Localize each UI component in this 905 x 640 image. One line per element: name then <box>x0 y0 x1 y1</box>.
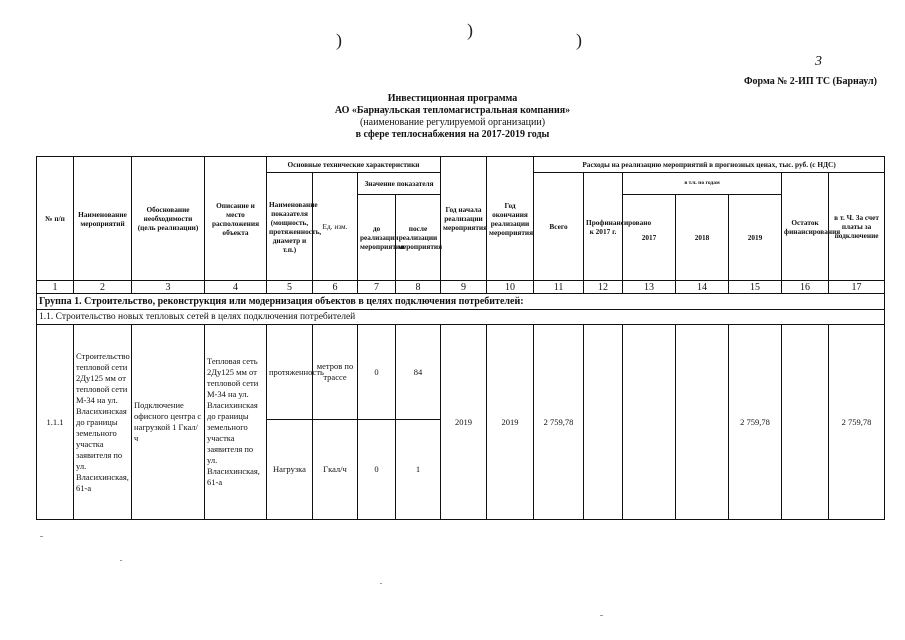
column-number: 4 <box>205 281 267 294</box>
col-header-2019: 2019 <box>729 195 782 281</box>
column-number: 7 <box>358 281 396 294</box>
col-header-by-years: в т.ч. по годам <box>623 173 782 195</box>
document-heading <box>0 93 905 141</box>
table-row <box>37 325 885 420</box>
col-header-unit: Ед. изм. <box>313 173 358 281</box>
col-header-2017: 2017 <box>623 195 676 281</box>
col-header-after: после реализации мероприятия <box>396 195 441 281</box>
row-year-start: 2019 <box>441 325 487 520</box>
col-header-total: Всего <box>534 173 584 281</box>
param-unit: метров по трассе <box>313 325 358 420</box>
subgroup-title: 1.1. Строительство новых тепловых сетей в целях подключения потребителей <box>37 310 885 325</box>
row-remaining <box>782 325 829 520</box>
scan-mark: ) <box>467 20 473 40</box>
form-number: Форма № 2-ИП ТС (Барнаул) <box>743 76 877 87</box>
heading-line-2: АО «Барнаульская тепломагистральная компания» <box>334 105 571 116</box>
row-num: 1.1.1 <box>37 325 74 520</box>
column-number: 12 <box>584 281 623 294</box>
param-name: протяженность <box>267 325 313 420</box>
row-year-end: 2019 <box>487 325 534 520</box>
heading-line-3: (наименование регулируемой организации) <box>359 117 546 128</box>
group-title: Группа 1. Строительство, реконструкция или модернизация объектов в целях подключения потребителей: <box>37 294 885 310</box>
column-number: 1 <box>37 281 74 294</box>
heading-line-4: в сфере теплоснабжения на 2017-2019 годы <box>355 129 550 140</box>
row-name: Строительство тепловой сети 2Ду125 мм от тепловой сети М-34 на ул. Власихинская до границы земельного участка заявителя по ул. Власихинская, 61-а <box>74 325 132 520</box>
column-number: 9 <box>441 281 487 294</box>
column-number: 8 <box>396 281 441 294</box>
col-header-before: до реализации мероприятия <box>358 195 396 281</box>
column-number: 14 <box>676 281 729 294</box>
column-number: 3 <box>132 281 205 294</box>
param-before: 0 <box>358 325 396 420</box>
scan-noise <box>600 615 603 616</box>
column-number: 17 <box>829 281 885 294</box>
row-2017 <box>623 325 676 520</box>
column-numbers-row <box>37 281 885 294</box>
scan-noise <box>380 583 382 584</box>
column-number: 15 <box>729 281 782 294</box>
column-number: 2 <box>74 281 132 294</box>
col-header-2018: 2018 <box>676 195 729 281</box>
param-unit: Гкал/ч <box>313 420 358 520</box>
row-connection-fee: 2 759,78 <box>829 325 885 520</box>
param-before: 0 <box>358 420 396 520</box>
param-name: Нагрузка <box>267 420 313 520</box>
param-after: 1 <box>396 420 441 520</box>
col-header-year-end: Год окончания реализации мероприятия <box>487 157 534 281</box>
column-number: 13 <box>623 281 676 294</box>
heading-line-1: Инвестиционная программа <box>387 93 518 104</box>
column-number: 6 <box>313 281 358 294</box>
scan-mark: ) <box>336 30 342 50</box>
col-header-connection-fee: в т. Ч. За счет платы за подключение <box>829 173 885 281</box>
column-number: 16 <box>782 281 829 294</box>
row-total: 2 759,78 <box>534 325 584 520</box>
page-number: 3 <box>815 54 822 69</box>
column-number: 10 <box>487 281 534 294</box>
col-header-description: Описание и место расположения объекта <box>205 157 267 281</box>
col-header-num: № п/п <box>37 157 74 281</box>
row-2019: 2 759,78 <box>729 325 782 520</box>
scan-noise <box>120 560 122 561</box>
row-financed-before <box>584 325 623 520</box>
scan-noise <box>40 536 43 537</box>
row-justification: Подключение офисного центра с нагрузкой 1 Гкал/ч <box>132 325 205 520</box>
col-header-remaining: Остаток финансирования <box>782 173 829 281</box>
col-header-year-start: Год начала реализации мероприятия <box>441 157 487 281</box>
row-2018 <box>676 325 729 520</box>
col-header-value-group: Значение показателя <box>358 173 441 195</box>
col-header-tech-group: Основные технические характеристики <box>267 157 441 173</box>
column-number: 11 <box>534 281 584 294</box>
scan-mark: ) <box>576 30 582 50</box>
col-header-expenses-group: Расходы на реализацию мероприятий в прогнозных ценах, тыс. руб. (с НДС) <box>534 157 885 173</box>
param-after: 84 <box>396 325 441 420</box>
row-description: Тепловая сеть 2Ду125 мм от тепловой сети М-34 на ул. Власихинская до границы земельного участка заявителя по ул. Власихинская, 61-а <box>205 325 267 520</box>
col-header-financed-before: Профинансировано к 2017 г. <box>584 173 623 281</box>
col-header-justification: Обоснование необходимости (цель реализации) <box>132 157 205 281</box>
col-header-tech-name: Наименование показателя (мощность, протяженность, диаметр и т.п.) <box>267 173 313 281</box>
investment-table <box>36 156 885 520</box>
column-number: 5 <box>267 281 313 294</box>
col-header-name: Наименование мероприятий <box>74 157 132 281</box>
